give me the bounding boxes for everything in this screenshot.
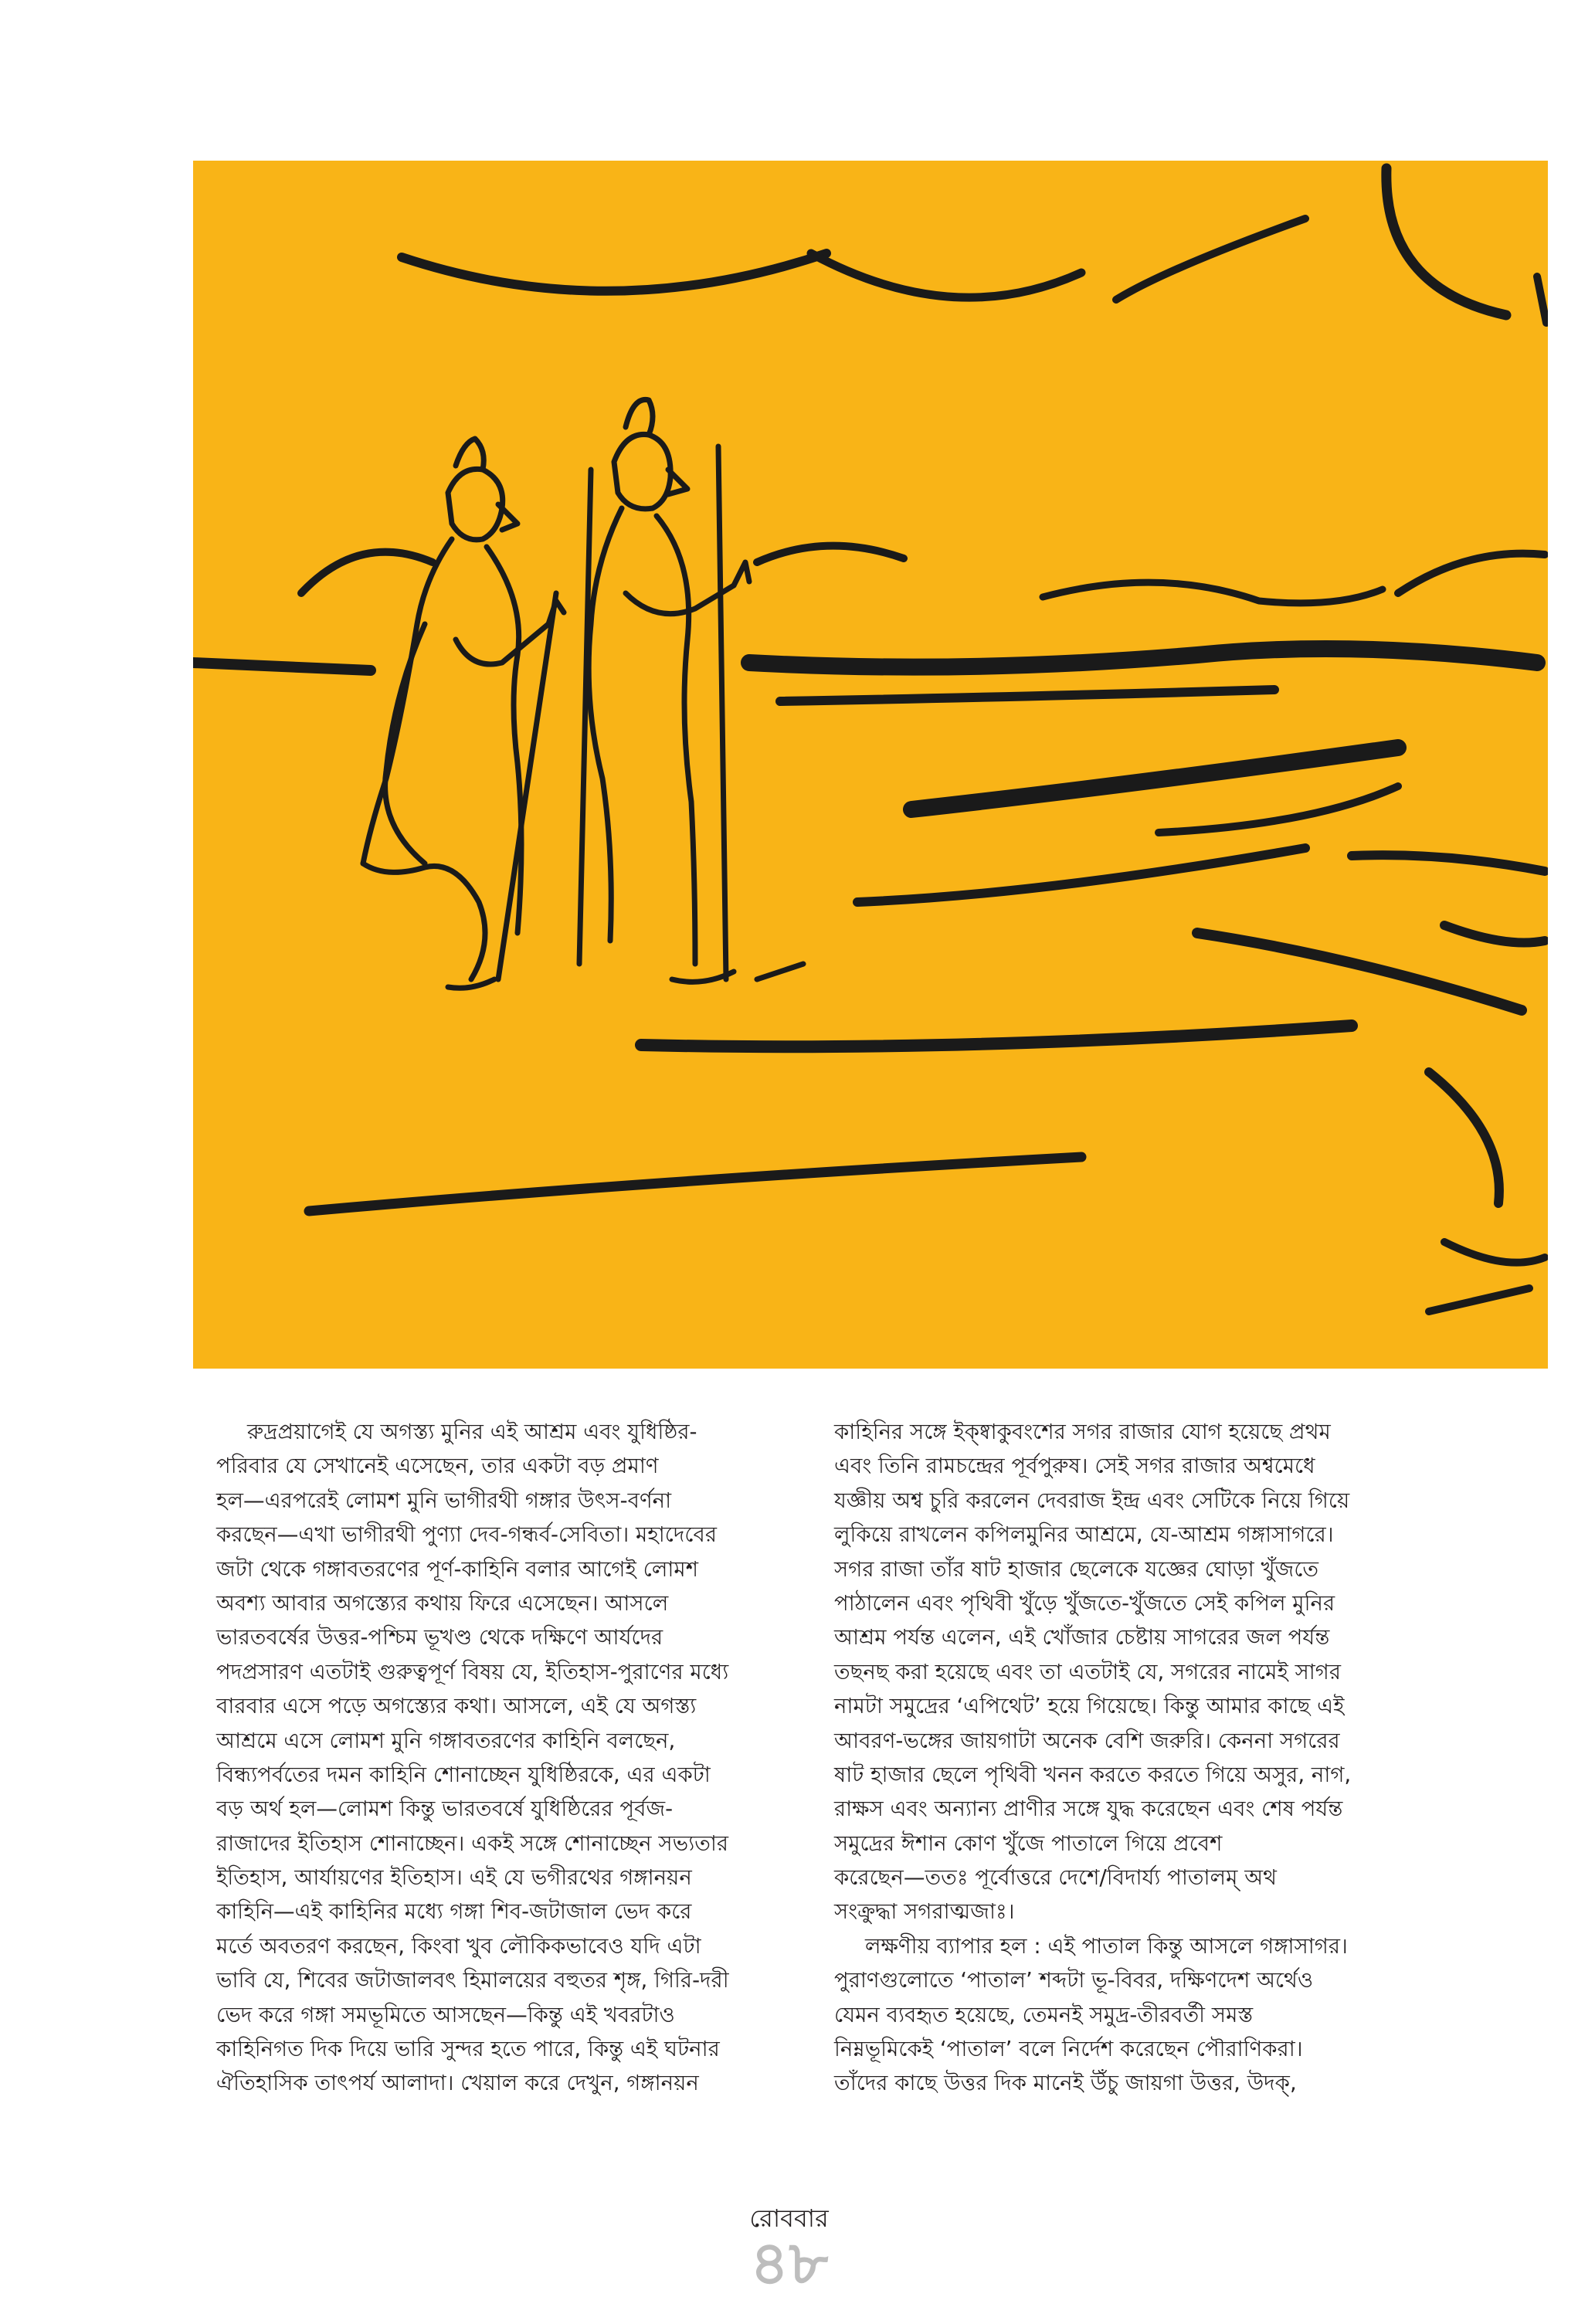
text-line: জটা থেকে গঙ্গাবতরণের পূর্ণ-কাহিনি বলার আগেই লোমশ <box>216 1556 699 1582</box>
river-stroke <box>911 748 1398 809</box>
sky-stroke <box>1116 219 1305 300</box>
sage-left <box>363 439 564 988</box>
text-line: কাহিনিগত দিক দিয়ে ভারি সুন্দর হতে পারে, কিন্তু এই ঘটনার <box>216 2036 720 2062</box>
river-stroke <box>1444 925 1545 943</box>
magazine-masthead: রোববার <box>749 2204 829 2233</box>
sky-stroke <box>402 253 826 291</box>
river-stroke <box>309 1157 1081 1211</box>
text-line: রুদ্রপ্রয়াগেই যে অগস্ত্য মুনির এই আশ্রম এবং যুধিষ্ঠির- <box>247 1419 697 1444</box>
river-stroke <box>1429 1288 1529 1311</box>
text-line: কাহিনি—এই কাহিনির মধ্যে গঙ্গা শিব-জটাজাল ভেদ করে <box>216 1898 692 1925</box>
river-stroke <box>1444 1242 1545 1263</box>
hill-stroke <box>301 552 433 593</box>
text-line: আবরণ-ভঙ্গের জায়গাটা অনেক বেশি জরুরি। কেননা সগরের <box>834 1727 1340 1753</box>
text-line: বড় অর্থ হল—লোমশ কিন্তু ভারতবর্ষে যুধিষ্ঠিরের পূর্বজ- <box>216 1796 674 1822</box>
illustration <box>193 161 1548 1369</box>
text-line: বিন্ধ্যপর্বতের দমন কাহিনি শোনাচ্ছেন যুধিষ্ঠিরকে, এর একটা <box>216 1761 711 1787</box>
river-stroke <box>1352 855 1545 871</box>
text-line: এবং তিনি রামচন্দ্রের পূর্বপুরুষ। সেই সগর রাজার অশ্বমেধে <box>834 1453 1315 1479</box>
sky-stroke <box>1386 168 1506 315</box>
article-column-left <box>216 1415 865 2101</box>
text-line: সমুদ্রের ঈশান কোণ খুঁজে পাতালে গিয়ে প্রবেশ <box>834 1830 1223 1856</box>
river-stroke <box>641 1026 1352 1047</box>
text-line: ভারতবর্ষের উত্তর-পশ্চিম ভূখণ্ড থেকে দক্ষিণে আর্যদের <box>216 1624 663 1651</box>
text-line: সংক্রুদ্ধা সগরাত্মজাঃ। <box>834 1898 1015 1925</box>
page-number: ৪৮ <box>749 2228 829 2299</box>
text-line: বারবার এসে পড়ে অগস্ত্যের কথা। আসলে, এই যে অগস্ত্য <box>216 1693 697 1719</box>
text-line: যেমন ব্যবহৃত হয়েছে, তেমনই সমুদ্র-তীরবর্তী সমস্ত <box>834 2001 1254 2027</box>
text-line: তছনছ করা হয়েছে এবং তা এতটাই যে, সগরের নামেই সাগর <box>834 1658 1342 1684</box>
text-line: পদপ্রসারণ এতটাই গুরুত্বপূর্ণ বিষয় যে, ইতিহাস-পুরাণের মধ্যে <box>216 1658 729 1684</box>
text-line: ইতিহাস, আর্যায়ণের ইতিহাস। এই যে ভগীরথের গঙ্গানয়ন <box>216 1864 692 1891</box>
text-line: রাক্ষস এবং অন্যান্য প্রাণীর সঙ্গে যুদ্ধ করেছেন এবং শেষ পর্যন্ত <box>834 1796 1343 1822</box>
text-line: আশ্রমে এসে লোমশ মুনি গঙ্গাবতরণের কাহিনি বলছেন, <box>216 1727 676 1753</box>
ink-drawing-sages <box>193 161 1548 1369</box>
sky-stroke <box>1537 277 1546 323</box>
text-line: মর্তে অবতরণ করছেন, কিংবা খুব লৌকিকভাবেও যদি এটা <box>216 1932 701 1959</box>
text-line: নামটা সমুদ্রের ‘এপিথেট’ হয়ে গিয়েছে। কিন্তু আমার কাছে এই <box>834 1693 1345 1719</box>
text-line: করেছেন—ততঃ পূর্বোত্তরে দেশে/বিদার্য্য পাতালম্ অথ <box>834 1864 1277 1891</box>
text-line: লক্ষণীয় ব্যাপার হল : এই পাতাল কিন্তু আসলে গঙ্গাসাগর। <box>865 1932 1348 1959</box>
text-line: পরিবার যে সেখানেই এসেছেন, তার একটা বড় প্রমাণ <box>216 1453 659 1479</box>
text-line: ষাট হাজার ছেলে পৃথিবী খনন করতে করতে গিয়ে অসুর, নাগ, <box>834 1761 1352 1787</box>
sage-right <box>589 399 803 982</box>
river-stroke <box>193 663 371 670</box>
sky-stroke <box>811 253 1081 297</box>
text-line: নিম্নভূমিকেই ‘পাতাল’ বলে নির্দেশ করেছেন পৌরাণিকরা। <box>834 2036 1303 2062</box>
river-stroke <box>780 690 1274 701</box>
text-line: পাঠালেন এবং পৃথিবী খুঁড়ে খুঁজতে-খুঁজতে সেই কপিল মুনির <box>834 1589 1335 1616</box>
text-line: সগর রাজা তাঁর ষাট হাজার ছেলেকে যজ্ঞের ঘোড়া খুঁজতে <box>834 1556 1319 1582</box>
text-line: ভাবি যে, শিবের জটাজালবৎ হিমালয়ের বহুতর শৃঙ্গ, গিরি-দরী <box>216 1967 729 1993</box>
text-line: রাজাদের ইতিহাস শোনাচ্ছেন। একই সঙ্গে শোনাচ্ছেন সভ্যতার <box>216 1830 729 1856</box>
text-line: লুকিয়ে রাখলেন কপিলমুনির আশ্রমে, যে-আশ্রম গঙ্গাসাগরে। <box>834 1522 1334 1548</box>
text-line: অবশ্য আবার অগস্ত্যের কথায় ফিরে এসেছেন। আসলে <box>216 1589 669 1616</box>
river-stroke <box>1197 933 1522 1010</box>
text-line: তাঁদের কাছে উত্তর দিক মানেই উঁচু জায়গা উত্তর, উদক্, <box>834 2070 1297 2096</box>
river-stroke <box>1159 786 1398 833</box>
text-line: পুরাণগুলোতে ‘পাতাল’ শব্দটা ভূ-বিবর, দক্ষিণদেশ অর্থেও <box>834 1967 1314 1993</box>
river-stroke <box>749 649 1537 667</box>
text-line: ঐতিহাসিক তাৎপর্য আলাদা। খেয়াল করে দেখুন, গঙ্গানয়ন <box>216 2070 699 2096</box>
text-line: ভেদ করে গঙ্গা সমভূমিতে আসছেন—কিন্তু এই খবরটাও <box>216 2001 675 2027</box>
river-stroke <box>1429 1072 1499 1203</box>
river-stroke <box>857 848 1305 902</box>
hill-stroke <box>1043 582 1383 603</box>
text-line: আশ্রম পর্যন্ত এলেন, এই খোঁজার চেষ্টায় সাগরের জল পর্যন্ত <box>834 1624 1330 1651</box>
article-column-right <box>834 1415 1483 2101</box>
text-line: করছেন—এখা ভাগীরথী পুণ্যা দেব-গন্ধর্ব-সেবিতা। মহাদেবের <box>216 1522 717 1548</box>
text-line: যজ্ঞীয় অশ্ব চুরি করলেন দেবরাজ ইন্দ্র এবং সেটিকে নিয়ে গিয়ে <box>834 1487 1350 1513</box>
hill-stroke <box>757 546 904 562</box>
text-line: হল—এরপরেই লোমশ মুনি ভাগীরথী গঙ্গার উৎস-বর্ণনা <box>216 1487 672 1513</box>
hill-stroke <box>1398 554 1545 593</box>
text-line: কাহিনির সঙ্গে ইক্ষ্বাকুবংশের সগর রাজার যোগ হয়েছে প্রথম <box>834 1419 1331 1444</box>
